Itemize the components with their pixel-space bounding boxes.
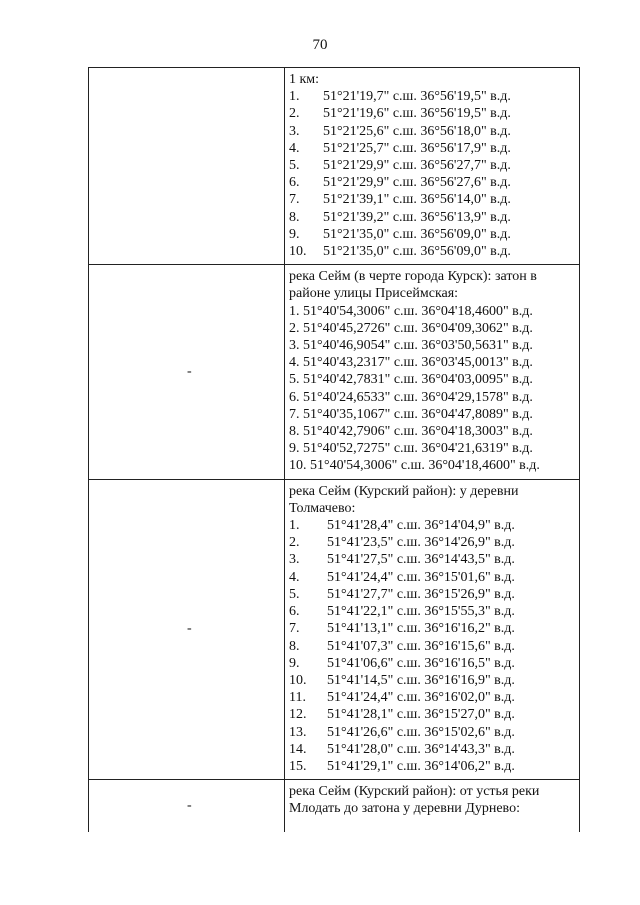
point-number: 10. bbox=[289, 672, 307, 688]
point-number: 13. bbox=[289, 724, 307, 740]
point-number: 1. bbox=[289, 89, 300, 105]
point-coordinates: 51°41'23,5" с.ш. 36°14'26,9" в.д. bbox=[327, 535, 515, 551]
point-coordinates: 51°41'07,3" с.ш. 36°16'15,6" в.д. bbox=[327, 638, 515, 654]
coordinate-line bbox=[289, 724, 575, 741]
coordinate-line bbox=[289, 569, 575, 586]
point-coordinates: 51°21'19,6" с.ш. 36°56'19,5" в.д. bbox=[323, 106, 511, 122]
point-number: 6. bbox=[289, 175, 300, 191]
point-number: 11. bbox=[289, 690, 306, 706]
point-coordinates: 51°21'25,6" с.ш. 36°56'18,0" в.д. bbox=[323, 123, 511, 139]
point-number: 9. bbox=[289, 226, 300, 242]
row-marker: - bbox=[187, 798, 192, 814]
coordinate-line bbox=[289, 586, 575, 603]
point-number: 7. bbox=[289, 192, 300, 208]
coordinate-line: 8. 51°40'42,7906" с.ш. 36°04'18,3003" в.д. bbox=[289, 424, 533, 440]
point-number: 6. bbox=[289, 604, 300, 620]
section-heading: река Сейм (Курский район): у деревни bbox=[289, 483, 519, 499]
coordinate-line bbox=[289, 534, 575, 551]
point-coordinates: 51°41'22,1" с.ш. 36°15'55,3" в.д. bbox=[327, 604, 515, 620]
coordinate-line: 5. 51°40'42,7831" с.ш. 36°04'03,0095" в.д. bbox=[289, 372, 533, 388]
coordinate-line bbox=[289, 123, 575, 140]
point-coordinates: 51°41'26,6" с.ш. 36°15'02,6" в.д. bbox=[327, 724, 515, 740]
point-coordinates: 51°21'19,7" с.ш. 36°56'19,5" в.д. bbox=[323, 89, 511, 105]
coordinate-line: 6. 51°40'24,6533" с.ш. 36°04'29,1578" в.д. bbox=[289, 389, 533, 405]
point-coordinates: 51°21'29,9" с.ш. 36°56'27,7" в.д. bbox=[323, 158, 511, 174]
row-marker: - bbox=[187, 363, 192, 379]
coordinate-line bbox=[289, 689, 575, 706]
point-coordinates: 51°41'27,5" с.ш. 36°14'43,5" в.д. bbox=[327, 552, 515, 568]
point-number: 12. bbox=[289, 707, 307, 723]
coordinate-line: 9. 51°40'52,7275" с.ш. 36°04'21,6319" в.д. bbox=[289, 441, 533, 457]
table-row bbox=[89, 265, 579, 479]
row-marker: - bbox=[187, 621, 192, 637]
point-coordinates: 51°41'28,0" с.ш. 36°14'43,3" в.д. bbox=[327, 741, 515, 757]
coordinates-table bbox=[88, 67, 580, 832]
point-coordinates: 51°41'27,7" с.ш. 36°15'26,9" в.д. bbox=[327, 586, 515, 602]
table-cell-left bbox=[89, 480, 285, 779]
coordinate-line bbox=[289, 209, 575, 226]
point-number: 8. bbox=[289, 638, 300, 654]
coordinate-line bbox=[289, 157, 575, 174]
coordinate-line bbox=[289, 517, 575, 534]
table-cell-left bbox=[89, 68, 285, 264]
point-coordinates: 51°21'29,9" с.ш. 36°56'27,6" в.д. bbox=[323, 175, 511, 191]
point-number: 2. bbox=[289, 535, 300, 551]
point-coordinates: 51°21'39,2" с.ш. 36°56'13,9" в.д. bbox=[323, 209, 511, 225]
point-number: 5. bbox=[289, 586, 300, 602]
coordinate-line bbox=[289, 105, 575, 122]
point-coordinates: 51°41'28,4" с.ш. 36°14'04,9" в.д. bbox=[327, 518, 515, 534]
coordinate-line: 4. 51°40'43,2317" с.ш. 36°03'45,0013" в.д. bbox=[289, 355, 533, 371]
section-heading: Толмачево: bbox=[289, 500, 356, 516]
coordinate-line: 7. 51°40'35,1067" с.ш. 36°04'47,8089" в.д. bbox=[289, 406, 533, 422]
coordinate-line: 10. 51°40'54,3006" с.ш. 36°04'18,4600" в.д. bbox=[289, 458, 540, 474]
point-number: 15. bbox=[289, 758, 307, 774]
point-coordinates: 51°21'39,1" с.ш. 36°56'14,0" в.д. bbox=[323, 192, 511, 208]
coordinate-line bbox=[289, 638, 575, 655]
section-heading: Млодать до затона у деревни Дурнево: bbox=[289, 801, 520, 817]
point-coordinates: 51°21'35,0" с.ш. 36°56'09,0" в.д. bbox=[323, 226, 511, 242]
section-heading: река Сейм (Курский район): от устья реки bbox=[289, 784, 540, 800]
section-heading: 1 км: bbox=[289, 72, 320, 87]
point-number: 7. bbox=[289, 621, 300, 637]
point-number: 1. bbox=[289, 518, 300, 534]
point-number: 9. bbox=[289, 655, 300, 671]
table-row bbox=[89, 480, 579, 780]
point-number: 8. bbox=[289, 209, 300, 225]
section-heading: река Сейм (в черте города Курск): затон в bbox=[289, 269, 537, 285]
coordinate-line bbox=[289, 758, 575, 775]
point-number: 4. bbox=[289, 140, 300, 156]
point-number: 2. bbox=[289, 106, 300, 122]
table-cell-left bbox=[89, 780, 285, 832]
point-coordinates: 51°41'28,1" с.ш. 36°15'27,0" в.д. bbox=[327, 707, 515, 723]
coordinate-line: 2. 51°40'45,2726" с.ш. 36°04'09,3062" в.д. bbox=[289, 320, 533, 336]
point-coordinates: 51°21'25,7" с.ш. 36°56'17,9" в.д. bbox=[323, 140, 511, 156]
point-number: 14. bbox=[289, 741, 307, 757]
point-coordinates: 51°41'13,1" с.ш. 36°16'16,2" в.д. bbox=[327, 621, 515, 637]
coordinate-line bbox=[289, 140, 575, 157]
coordinate-line: 3. 51°40'46,9054" с.ш. 36°03'50,5631" в.д. bbox=[289, 338, 533, 354]
table-cell-right bbox=[285, 480, 579, 779]
coordinate-line bbox=[289, 620, 575, 637]
coordinate-line bbox=[289, 226, 575, 243]
coordinate-line: 1. 51°40'54,3006" с.ш. 36°04'18,4600" в.д. bbox=[289, 303, 533, 319]
point-number: 4. bbox=[289, 569, 300, 585]
coordinate-line bbox=[289, 88, 575, 105]
point-coordinates: 51°41'24,4" с.ш. 36°16'02,0" в.д. bbox=[327, 690, 515, 706]
coordinate-line bbox=[289, 655, 575, 672]
point-number: 10. bbox=[289, 244, 307, 260]
table-row bbox=[89, 68, 579, 265]
point-coordinates: 51°41'06,6" с.ш. 36°16'16,5" в.д. bbox=[327, 655, 515, 671]
coordinate-line bbox=[289, 174, 575, 191]
coordinate-line bbox=[289, 672, 575, 689]
table-cell-right bbox=[285, 265, 579, 478]
page-number: 70 bbox=[312, 37, 328, 53]
point-coordinates: 51°21'35,0" с.ш. 36°56'09,0" в.д. bbox=[323, 244, 511, 260]
coordinate-line bbox=[289, 191, 575, 208]
point-coordinates: 51°41'14,5" с.ш. 36°16'16,9" в.д. bbox=[327, 672, 515, 688]
coordinate-line bbox=[289, 551, 575, 568]
coordinate-line bbox=[289, 706, 575, 723]
point-number: 3. bbox=[289, 552, 300, 568]
point-coordinates: 51°41'24,4" с.ш. 36°15'01,6" в.д. bbox=[327, 569, 515, 585]
table-cell-left bbox=[89, 265, 285, 478]
point-number: 3. bbox=[289, 123, 300, 139]
table-cell-right bbox=[285, 780, 579, 832]
table-row bbox=[89, 780, 579, 832]
section-heading: районе улицы Присеймская: bbox=[289, 286, 459, 302]
table-cell-right bbox=[285, 68, 579, 264]
point-coordinates: 51°41'29,1" с.ш. 36°14'06,2" в.д. bbox=[327, 758, 515, 774]
coordinate-line bbox=[289, 603, 575, 620]
point-number: 5. bbox=[289, 158, 300, 174]
coordinate-line bbox=[289, 741, 575, 758]
coordinate-line bbox=[289, 243, 575, 260]
